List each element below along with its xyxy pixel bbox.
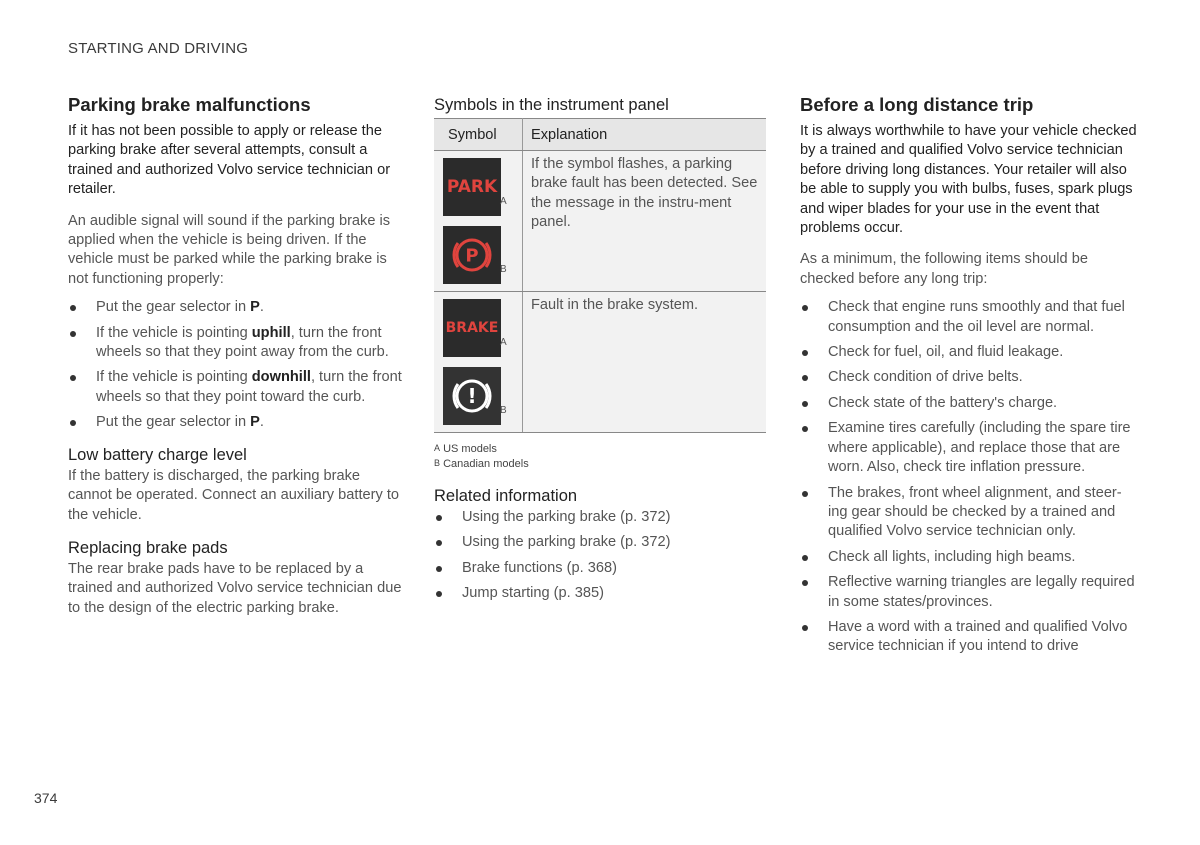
- column-parking-brake-malfunctions: [68, 94, 403, 618]
- related-link[interactable]: Brake functions (p. 368): [434, 559, 766, 578]
- list-item: If the vehicle is pointing uphill, turn the front wheels so that they point away from the curb.: [68, 324, 403, 363]
- list-item: Check that engine runs smoothly and that fuel consumption and the oil level are normal.: [800, 298, 1140, 337]
- intro-paragraph: If it has not been possible to apply or release the parking brake after several attempts, consult a trained and authorized Volvo service technician or retailer.: [68, 123, 391, 198]
- list-item: Reflective warning triangles are legally required in some states/provinces.: [800, 573, 1140, 612]
- long-trip-intro: It is always worthwhile to have your vehicle checked by a trained and qualified Volvo service technician before driving long distances. Your retailer will also be able to supply you with bulbs, fuses, spark plugs and wiper blades for your use in the event that problems occur.: [800, 123, 1137, 237]
- explanation-cell: If the symbol flashes, a parking brake fault has been detected. See the message in the instru-ment panel.: [523, 151, 767, 292]
- explanation-cell: Fault in the brake system.: [523, 292, 767, 433]
- long-trip-para: As a minimum, the following items should be checked before any long trip:: [800, 251, 1088, 287]
- list-item: Put the gear selector in P.: [68, 298, 403, 317]
- table-row: PARK A P B If the symbol flashes, a parking brake fault has been detected. See the message in the instru-ment panel.: [434, 151, 766, 292]
- brake-warning-text-icon: BRAKE: [443, 299, 501, 357]
- parking-brake-circle-p-icon: [443, 226, 501, 284]
- page-number: 374: [34, 790, 58, 806]
- footnote-a: A US models: [434, 443, 497, 455]
- section-title: STARTING AND DRIVING: [68, 40, 249, 57]
- svg-text:!: !: [467, 384, 477, 408]
- list-item: If the vehicle is pointing downhill, turn the front wheels so that they point toward the curb.: [68, 368, 403, 407]
- heading-parking-brake-malfunctions: Parking brake malfunctions: [68, 94, 311, 115]
- heading-long-distance-trip: Before a long distance trip: [800, 94, 1034, 115]
- long-trip-checklist: [800, 298, 1140, 657]
- footnote-b: B Canadian models: [434, 458, 529, 470]
- table-header-symbol: Symbol: [434, 119, 523, 151]
- park-warning-icon: PARK: [443, 158, 501, 216]
- parking-instructions-list: [68, 298, 403, 432]
- heading-replacing-brake-pads: Replacing brake pads: [68, 538, 228, 557]
- related-link[interactable]: Using the parking brake (p. 372): [434, 533, 766, 552]
- audible-signal-paragraph: An audible signal will sound if the parking brake is applied when the vehicle is being driven. If the vehicle must be parked while the parking brake is not functioning properly:: [68, 212, 391, 287]
- table-header-row: [434, 119, 766, 151]
- svg-text:P: P: [465, 245, 479, 267]
- list-item: Check for fuel, oil, and fluid leakage.: [800, 343, 1140, 362]
- list-item: Check state of the battery's charge.: [800, 394, 1140, 413]
- heading-symbols-instrument-panel: Symbols in the instrument panel: [434, 96, 669, 114]
- list-item: Examine tires carefully (including the spare tire where applicable), and replace those that are worn. Also, check tire inflation pressure.: [800, 419, 1140, 477]
- list-item: Check all lights, including high beams.: [800, 548, 1140, 567]
- list-item: Put the gear selector in P.: [68, 413, 403, 432]
- list-item: Have a word with a trained and qualified Volvo service technician if you intend to drive: [800, 618, 1140, 657]
- low-battery-paragraph: If the battery is discharged, the parking brake cannot be operated. Connect an auxiliary battery to the vehicle.: [68, 467, 400, 523]
- related-link[interactable]: Jump starting (p. 385): [434, 584, 766, 603]
- heading-related-information: Related information: [434, 487, 578, 505]
- related-links-list: [434, 508, 766, 604]
- list-item: Check condition of drive belts.: [800, 368, 1140, 387]
- column-symbols: [434, 95, 766, 610]
- symbols-table: [434, 118, 766, 433]
- column-long-distance-trip: [800, 94, 1140, 663]
- table-row: BRAKE A ! B Fault in the brake system.: [434, 292, 766, 433]
- related-link[interactable]: Using the parking brake (p. 372): [434, 508, 766, 527]
- heading-low-battery: Low battery charge level: [68, 445, 247, 464]
- list-item: The brakes, front wheel alignment, and steer-ing gear should be checked by a trained and qualified Volvo service technician only.: [800, 484, 1140, 542]
- brake-pads-paragraph: The rear brake pads have to be replaced by a trained and authorized Volvo service technician due to the design of the electric parking brake.: [68, 560, 402, 616]
- table-footnotes: [434, 441, 766, 471]
- brake-warning-exclamation-icon: [443, 367, 501, 425]
- table-header-explanation: Explanation: [523, 119, 767, 151]
